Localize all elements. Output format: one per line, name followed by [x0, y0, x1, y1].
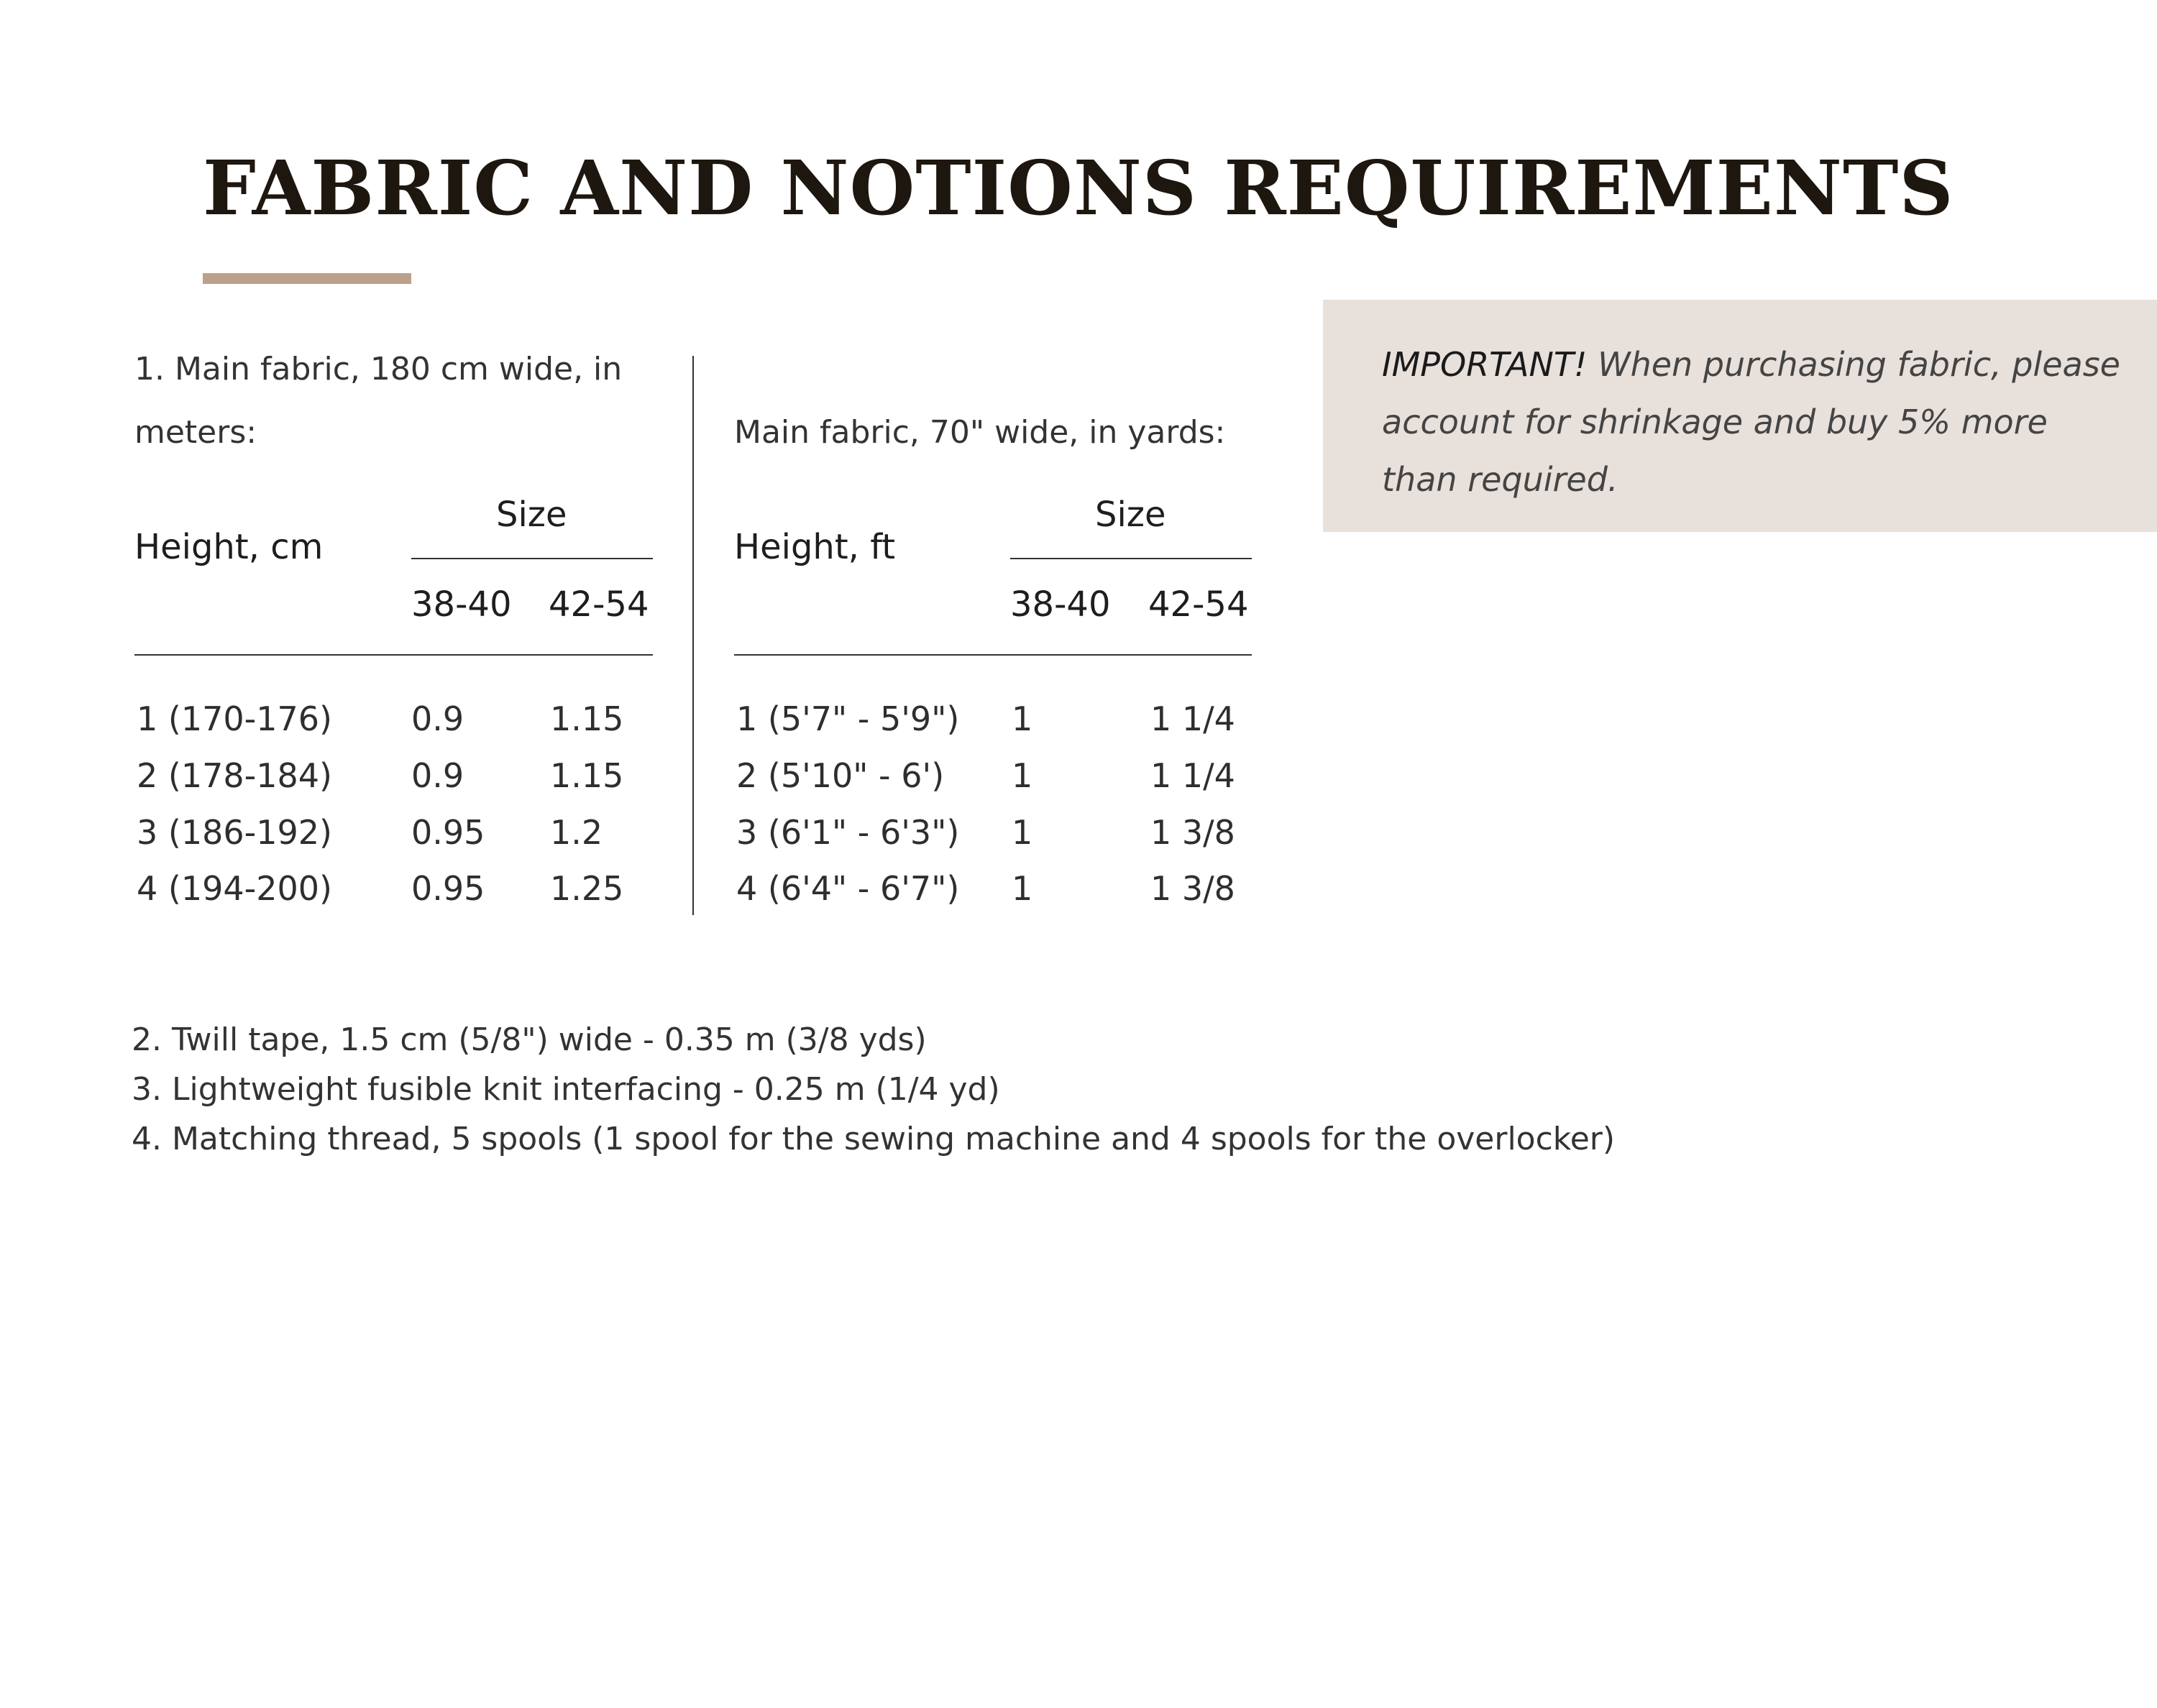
imperial-size-col-2: 42-54 [1148, 584, 1249, 625]
imperial-size-header: Size [1095, 495, 1166, 535]
notion-twill-tape: 2. Twill tape, 1.5 cm (5/8") wide - 0.35 m (3/8 yds) [132, 1021, 927, 1058]
metric-row-3-size-38-40: 0.95 [411, 813, 485, 852]
page-title: FABRIC AND NOTIONS REQUIREMENTS [203, 144, 1954, 232]
metric-size-col-1: 38-40 [411, 584, 512, 625]
notion-thread: 4. Matching thread, 5 spools (1 spool for the sewing machine and 4 spools for the overlocker) [132, 1121, 1616, 1157]
imperial-size-rule [1010, 558, 1252, 559]
metric-header-rule [134, 654, 653, 656]
metric-caption-line1: 1. Main fabric, 180 cm wide, in [134, 351, 623, 387]
important-label: IMPORTANT! [1382, 345, 1588, 384]
imperial-row-2-size-38-40: 1 [1012, 756, 1033, 795]
metric-size-header: Size [496, 495, 567, 535]
imperial-row-4-size-42-54: 1 3/8 [1150, 869, 1235, 908]
important-note [1323, 300, 2157, 532]
metric-size-rule [411, 558, 653, 559]
metric-row-2-size-42-54: 1.15 [550, 756, 624, 795]
metric-row-2-size-38-40: 0.9 [411, 756, 464, 795]
imperial-row-1-size-38-40: 1 [1012, 699, 1033, 738]
metric-size-col-2: 42-54 [549, 584, 649, 625]
metric-row-1-height: 1 (170-176) [137, 699, 332, 738]
important-note-text [1382, 336, 2128, 508]
imperial-size-col-1: 38-40 [1010, 584, 1111, 625]
metric-row-4-size-42-54: 1.25 [550, 869, 624, 908]
imperial-row-3-size-42-54: 1 3/8 [1150, 813, 1235, 852]
imperial-header-rule [734, 654, 1252, 656]
metric-height-header: Height, cm [134, 527, 324, 567]
metric-row-2-height: 2 (178-184) [137, 756, 332, 795]
imperial-row-3-height: 3 (6'1" - 6'3") [736, 813, 960, 852]
metric-row-3-height: 3 (186-192) [137, 813, 332, 852]
important-body: When purchasing fabric, please account for shrinkage and buy 5% more than required. [1382, 345, 2120, 499]
imperial-row-3-size-38-40: 1 [1012, 813, 1033, 852]
metric-row-4-height: 4 (194-200) [137, 869, 332, 908]
metric-row-1-size-42-54: 1.15 [550, 699, 624, 738]
notion-interfacing: 3. Lightweight fusible knit interfacing - 0.25 m (1/4 yd) [132, 1071, 1000, 1108]
notions-list [132, 1015, 1615, 1164]
metric-caption-line2: meters: [134, 414, 257, 451]
imperial-row-4-height: 4 (6'4" - 6'7") [736, 869, 960, 908]
metric-row-3-size-42-54: 1.2 [550, 813, 603, 852]
imperial-row-2-size-42-54: 1 1/4 [1150, 756, 1235, 795]
imperial-row-4-size-38-40: 1 [1012, 869, 1033, 908]
imperial-row-2-height: 2 (5'10" - 6') [736, 756, 945, 795]
imperial-caption: Main fabric, 70" wide, in yards: [734, 414, 1226, 451]
table-divider [692, 356, 694, 915]
imperial-row-1-size-42-54: 1 1/4 [1150, 699, 1235, 738]
metric-row-1-size-38-40: 0.9 [411, 699, 464, 738]
metric-row-4-size-38-40: 0.95 [411, 869, 485, 908]
imperial-height-header: Height, ft [734, 527, 896, 567]
title-underline [203, 273, 411, 284]
imperial-row-1-height: 1 (5'7" - 5'9") [736, 699, 960, 738]
